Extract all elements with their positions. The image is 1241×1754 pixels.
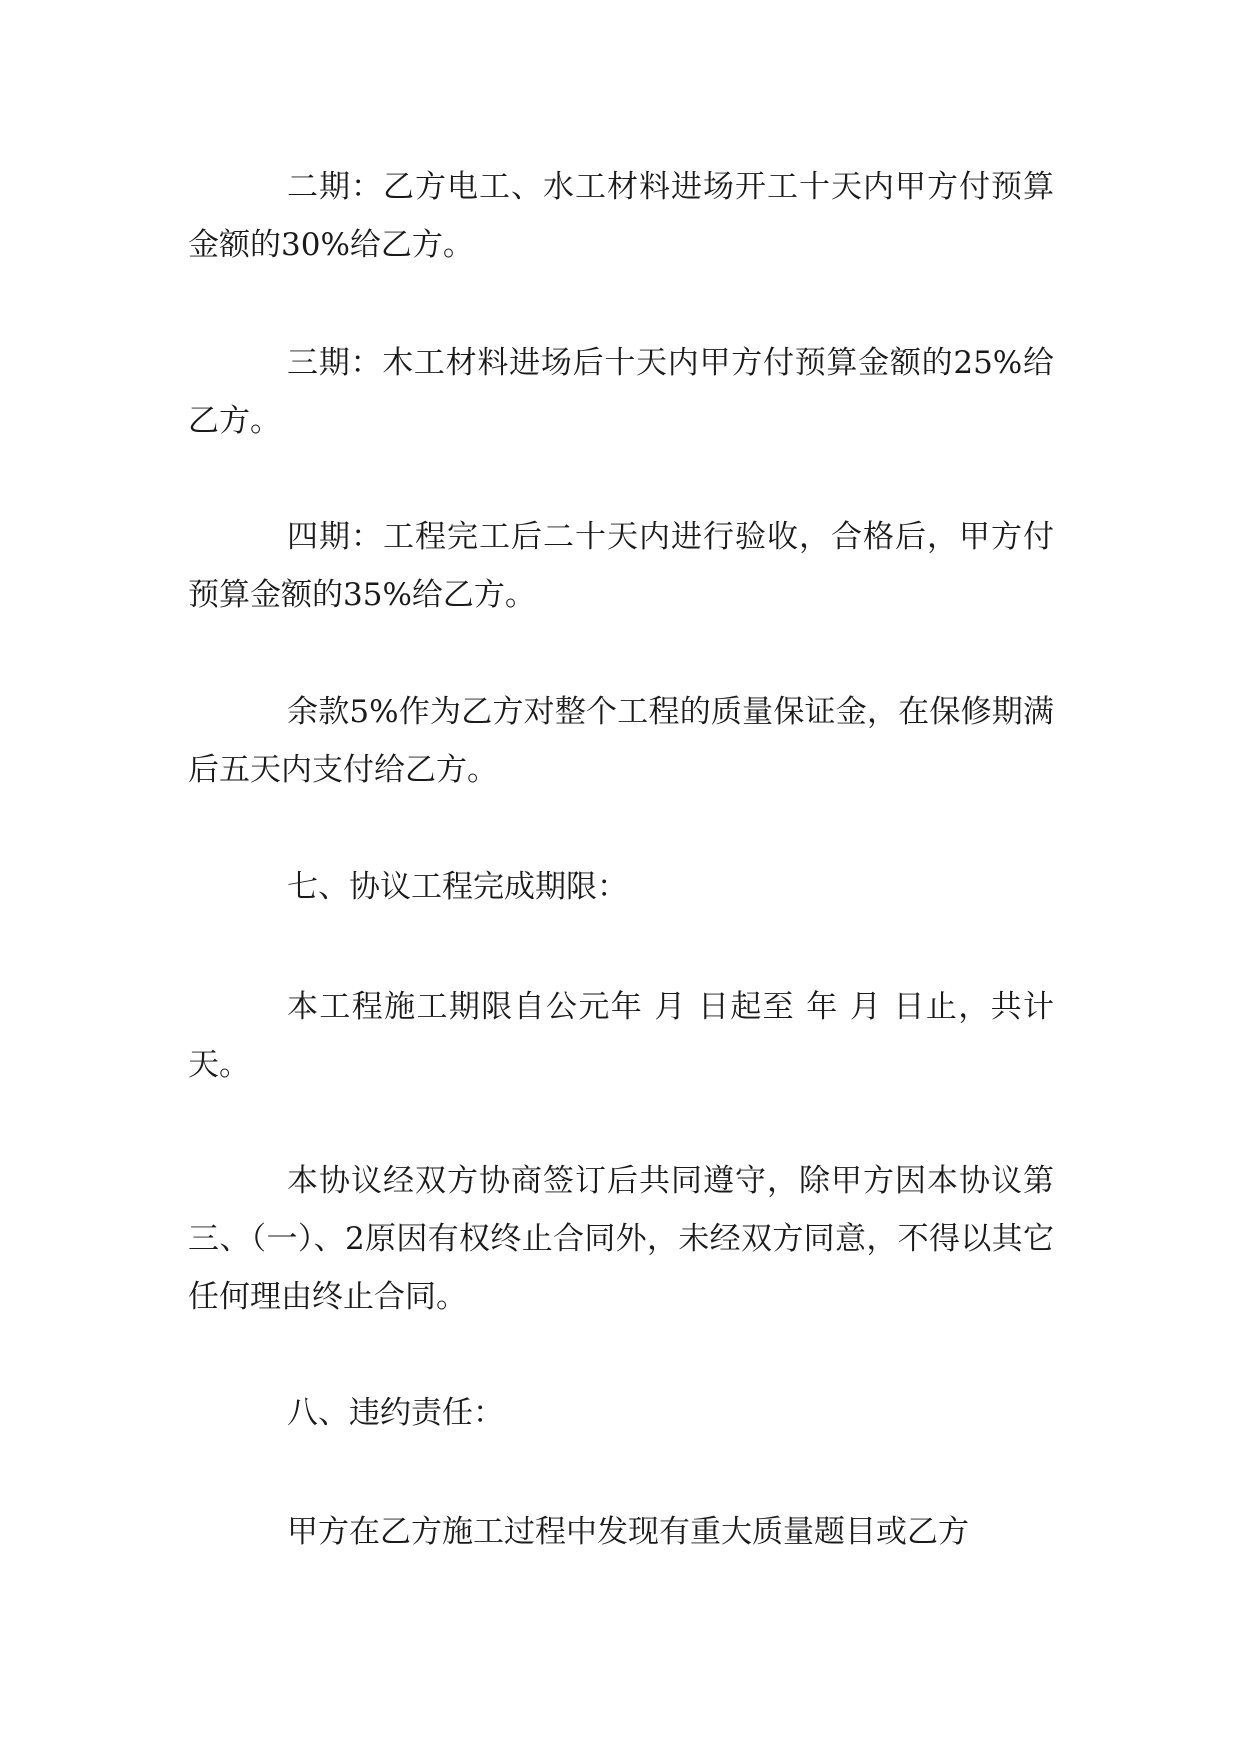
paragraph-phase-three-payment: 三期：木工材料进场后十天内甲方付预算金额的25%给乙方。	[188, 345, 1054, 439]
section-heading-completion-period: 七、协议工程完成期限：	[287, 869, 628, 905]
paragraph-phase-four-payment: 四期：工程完工后二十天内进行验收，合格后，甲方付预算金额的35%给乙方。	[188, 519, 1054, 613]
paragraph-balance-warranty: 余款5%作为乙方对整个工程的质量保证金，在保修期满后五天内支付给乙方。	[188, 694, 1054, 788]
paragraph-phase-two-payment: 二期：乙方电工、水工材料进场开工十天内甲方付预算金额的30%给乙方。	[188, 169, 1054, 263]
section-heading-liability: 八、违约责任：	[287, 1395, 504, 1431]
paragraph-liability-text: 甲方在乙方施工过程中发现有重大质量题目或乙方	[287, 1514, 969, 1550]
paragraph-agreement-compliance: 本协议经双方协商签订后共同遵守，除甲方因本协议第三、（一）、2原因有权终止合同外，未经双方同意，不得以其它任何理由终止合同。	[188, 1163, 1054, 1315]
paragraph-construction-period: 本工程施工期限自公元年 月 日起至 年 月 日止，共计天。	[188, 989, 1054, 1083]
